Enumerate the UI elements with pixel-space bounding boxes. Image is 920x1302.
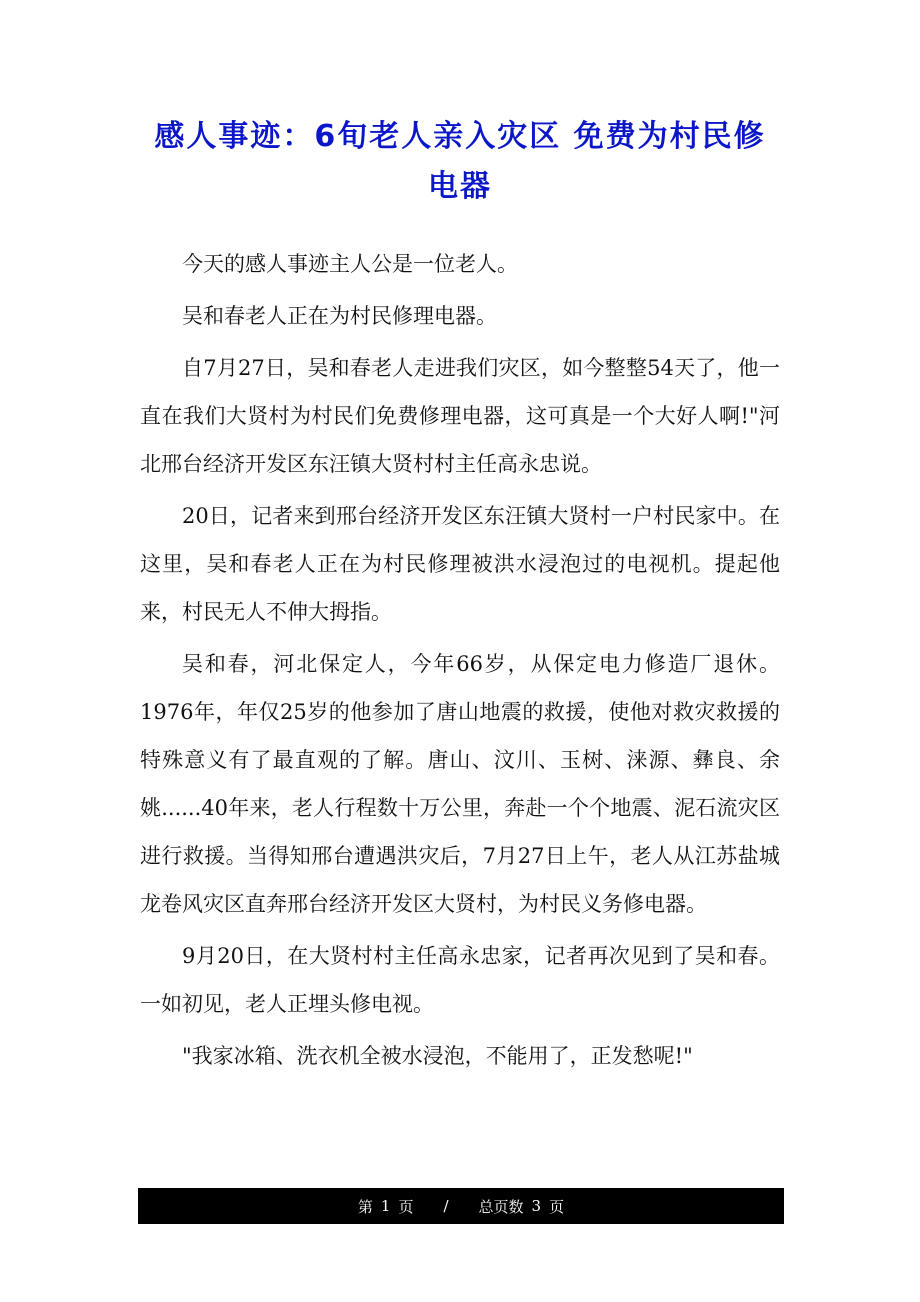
paragraph: "我家冰箱、洗衣机全被水浸泡，不能用了，正发愁呢!" xyxy=(182,1044,693,1068)
page-prefix: 第 xyxy=(357,1197,373,1216)
page-suffix: 页 xyxy=(398,1197,414,1216)
article-body xyxy=(140,240,780,1084)
page-separator: / xyxy=(443,1197,449,1215)
paragraph: 吴和春，河北保定人，今年66岁，从保定电力修造厂退休。1976年，年仅25岁的他参加了唐山地震的救援，使他对救灾救援的特殊意义有了最直观的了解。唐山、汶川、玉树、涞源、彝良、余姚......40年来，老人行程数十万公里，奔赴一个个地震、泥石流灾区进行救援。当得知邢台遭遇洪灾后，7月27日上午，老人从江苏盐城龙卷风灾区直奔邢台经济开发区大贤村，为村民义务修电器。 xyxy=(140,652,780,916)
paragraph: 自7月27日，吴和春老人走进我们灾区，如今整整54天了，他一直在我们大贤村为村民们免费修理电器，这可真是一个大好人啊!"河北邢台经济开发区东汪镇大贤村村主任高永忠说。 xyxy=(140,356,780,476)
paragraph: 20日，记者来到邢台经济开发区东汪镇大贤村一户村民家中。在这里，吴和春老人正在为村民修理被洪水浸泡过的电视机。提起他来，村民无人不伸大拇指。 xyxy=(140,504,780,624)
total-prefix: 总页数 xyxy=(478,1197,524,1216)
paragraph: 今天的感人事迹主人公是一位老人。 xyxy=(182,252,518,276)
page-title: 感人事迹：6旬老人亲入灾区 免费为村民修电器 xyxy=(154,119,766,204)
paragraph: 吴和春老人正在为村民修理电器。 xyxy=(182,304,497,328)
total-suffix: 页 xyxy=(549,1197,565,1216)
paragraph: 9月20日，在大贤村村主任高永忠家，记者再次见到了吴和春。一如初见，老人正埋头修电视。 xyxy=(140,944,780,1016)
page-footer xyxy=(138,1188,784,1224)
page-number: 1 xyxy=(380,1197,391,1215)
total-pages: 3 xyxy=(531,1197,542,1215)
